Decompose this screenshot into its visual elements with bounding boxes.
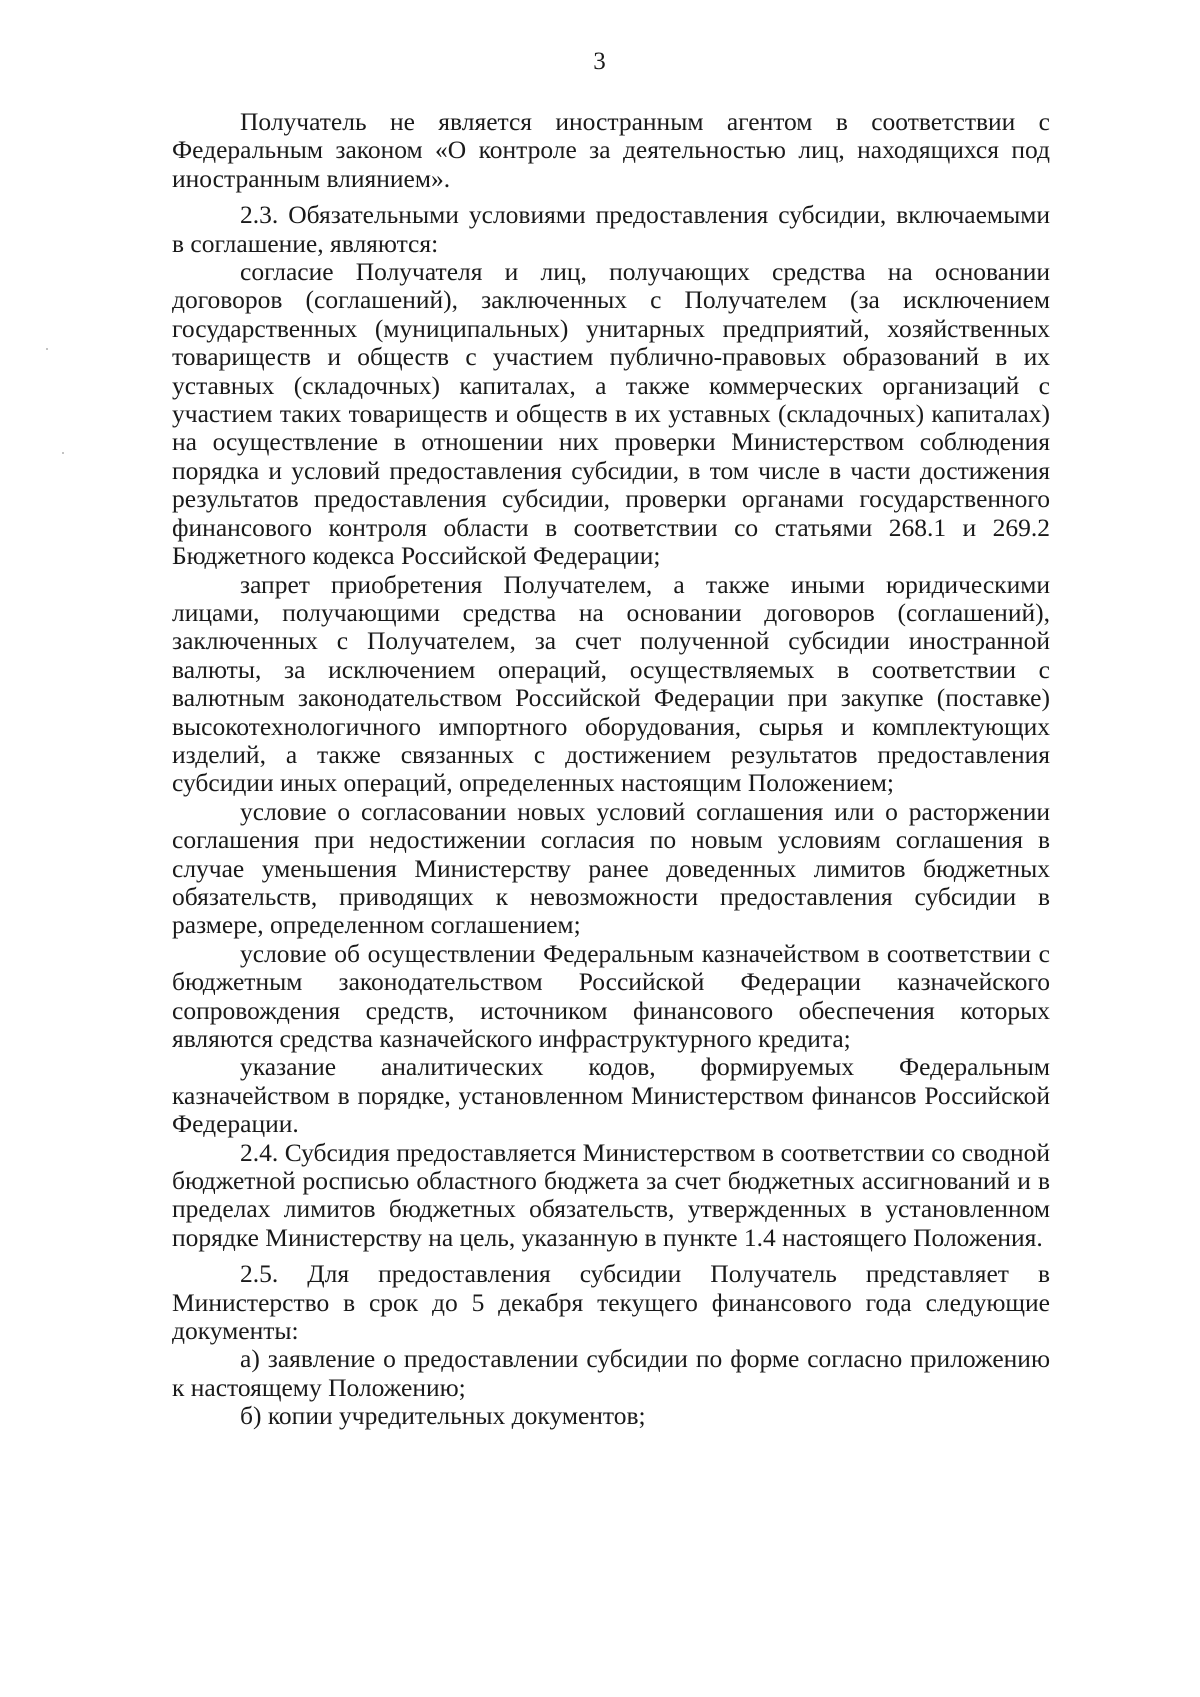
scan-artifact-dot: [62, 452, 64, 454]
paragraph-currency-ban: запрет приобретения Получателем, а также иными юридическими лицами, получающими средства на основании договоров (соглашений), заключенных с Получателем, за счет полученной субсидии иностранной валюты, за исключением операций, осуществляемых в соответствии с валютным законодательством Российской Федерации при закупке (поставке) высокотехнологичного импортного оборудования, сырья и комплектующих изделий, а также связанных с достижением результатов предоставления субсидии иных операций, определенных настоящим Положением;: [172, 569, 1050, 798]
scan-artifact-dot: [46, 348, 48, 350]
paragraph-analytic-codes: указание аналитических кодов, формируемых Федеральным казначейством в порядке, установленном Министерством финансов Российской Федерации.: [172, 1052, 1050, 1139]
paragraph-2-3: 2.3. Обязательными условиями предоставления субсидии, включаемыми в соглашение, являются:: [172, 200, 1050, 258]
paragraph-2-4: 2.4. Субсидия предоставляется Министерством в соответствии со сводной бюджетной росписью областного бюджета за счет бюджетных ассигнований и в пределах лимитов бюджетных обязательств, утвержденных в установленном порядке Министерству на цель, указанную в пункте 1.4 настоящего Положения.: [172, 1137, 1050, 1252]
paragraph-foreign-agent: Получатель не является иностранным агентом в соответствии с Федеральным законом «О контроле за деятельностью лиц, находящихся под иностранным влиянием».: [172, 107, 1050, 193]
paragraph-treasury-support: условие об осуществлении Федеральным казначейством в соответствии с бюджетным законодательством Российской Федерации казначейского сопровождения средств, источником финансового обеспечения которых являются средства казначейского инфраструктурного кредита;: [172, 938, 1050, 1053]
list-item-a: а) заявление о предоставлении субсидии по форме согласно приложению к настоящему Положению;: [172, 1344, 1050, 1402]
page-number: 3: [593, 48, 607, 75]
list-item-b: б) копии учредительных документов;: [240, 1401, 646, 1431]
document-body: [172, 108, 1050, 1431]
paragraph-new-conditions: условие о согласовании новых условий соглашения или о расторжении соглашения при недостижении согласия по новым условиям соглашения в случае уменьшения Министерству ранее доведенных лимитов бюджетных обязательств, приводящих к невозможности предоставления субсидии в размере, определенном соглашением;: [172, 796, 1050, 940]
paragraph-2-5: 2.5. Для предоставления субсидии Получатель представляет в Министерство в срок до 5 декабря текущего финансового года следующие документы:: [172, 1259, 1050, 1346]
paragraph-consent: согласие Получателя и лиц, получающих средства на основании договоров (соглашений), заключенных с Получателем (за исключением государственных (муниципальных) унитарных предприятий, хозяйственных товариществ и обществ с участием публично-правовых образований в их уставных (складочных) капиталах, а также коммерческих организаций с участием таких товариществ и обществ в их уставных (складочных) капиталах) на осуществление в отношении них проверки Министерством соблюдения порядка и условий предоставления субсидии, в том числе в части достижения результатов предоставления субсидии, проверки органами государственного финансового контроля области в соответствии со статьями 268.1 и 269.2 Бюджетного кодекса Российской Федерации;: [172, 257, 1050, 571]
